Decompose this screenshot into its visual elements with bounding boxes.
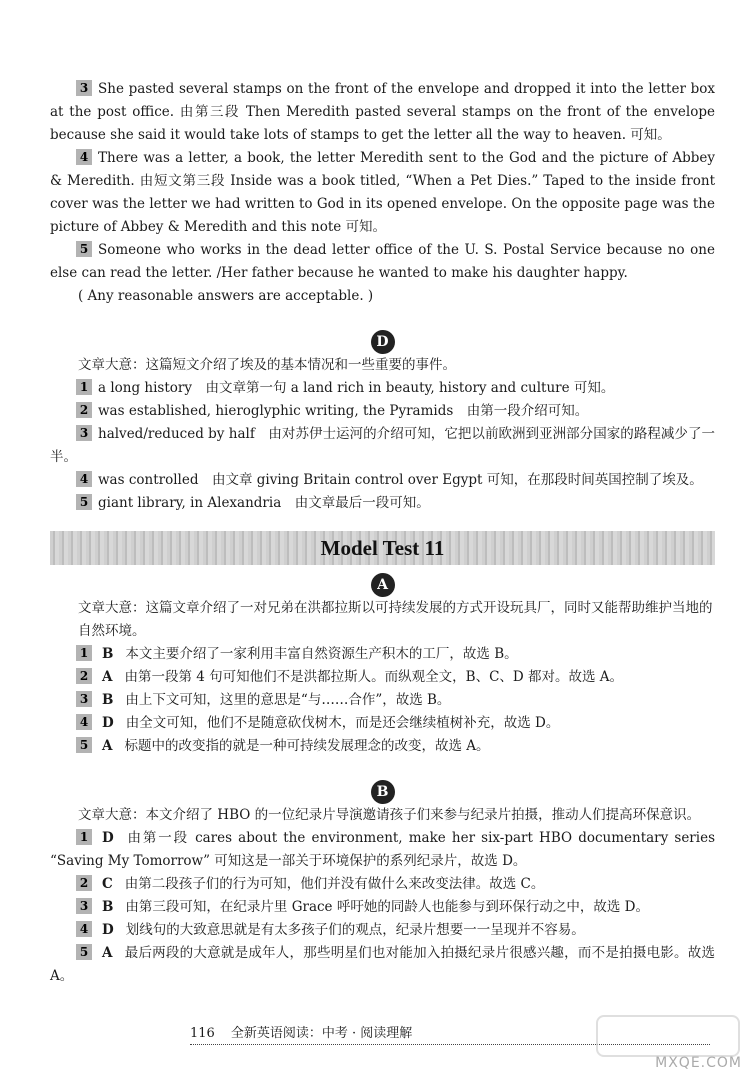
- item-answer: A: [102, 669, 113, 685]
- section-a-summary: 文章大意：这篇文章介绍了一对兄弟在洪都拉斯以可持续发展的方式开设玩具厂，同时又能帮助维护当地的自然环境。: [78, 600, 713, 639]
- item-text: 划线句的大致意思就是有太多孩子们的观点，纪录片想要一一呈现并不容易。: [125, 922, 585, 938]
- section-d-item: [50, 492, 715, 515]
- item-text: was controlled 由文章 giving Britain control over Egypt 可知，在那段时间英国控制了埃及。: [98, 472, 703, 488]
- q5-paragraph: [50, 239, 715, 285]
- item-number: 3: [76, 425, 92, 441]
- q5-number: 5: [76, 241, 92, 257]
- item-answer: B: [102, 692, 114, 708]
- item-answer: D: [102, 715, 114, 731]
- item-text: a long history 由文章第一句 a land rich in beauty, history and culture 可知。: [98, 380, 615, 396]
- item-text: 由第二段孩子们的行为可知，他们并没有做什么来改变法律。故选 C。: [124, 876, 545, 892]
- item-number: 2: [76, 402, 92, 418]
- section-a-item: [50, 712, 715, 735]
- section-a-heading: [50, 573, 715, 597]
- item-number: 5: [76, 737, 92, 753]
- item-number: 5: [76, 494, 92, 510]
- item-text: 由第三段可知，在纪录片里 Grace 呼吁她的同龄人也能参与到环保行动之中，故选 D。: [125, 899, 649, 915]
- item-answer: A: [102, 945, 113, 961]
- q3-number: 3: [76, 80, 92, 96]
- item-text: 由第一段第 4 句可知他们不是洪都拉斯人。而纵观全文，B、C、D 都对。故选 A。: [124, 669, 624, 685]
- section-a-label: A: [371, 573, 395, 597]
- item-text: 由第一段 cares about the environment, make her six-part HBO documentary series “Saving My Tomorrow” 可知这是一部关于环境保护的系列纪录片，故选 D。: [50, 830, 715, 869]
- section-a-item: [50, 643, 715, 666]
- section-d-item: [50, 469, 715, 492]
- section-b-summary: 文章大意：本文介绍了 HBO 的一位纪录片导演邀请孩子们来参与纪录片拍摄，推动人们提高环保意识。: [78, 807, 701, 823]
- item-number: 2: [76, 668, 92, 684]
- section-b-item: [50, 873, 715, 896]
- item-text: 标题中的改变指的就是一种可持续发展理念的改变，故选 A。: [124, 738, 490, 754]
- section-b-heading: [50, 780, 715, 804]
- q4-paragraph: [50, 147, 715, 239]
- model-test-banner: Model Test 11: [50, 531, 715, 565]
- section-d-heading: [50, 330, 715, 354]
- item-answer: A: [102, 738, 113, 754]
- section-a-item: [50, 666, 715, 689]
- item-answer: D: [102, 922, 114, 938]
- section-b-item: [50, 827, 715, 873]
- item-text: 最后两段的大意就是成年人，那些明星们也对能加入拍摄纪录片很感兴趣，而不是拍摄电影。故选 A。: [50, 945, 715, 984]
- item-text: was established, hieroglyphic writing, the Pyramids 由第一段介绍可知。: [98, 403, 589, 419]
- section-d-label: D: [371, 330, 395, 354]
- page-content: [50, 78, 715, 988]
- watermark-logo-icon: [596, 1015, 740, 1057]
- item-answer: B: [102, 646, 114, 662]
- q5-text: Someone who works in the dead letter office of the U. S. Postal Service because no one else can read the letter. /Her father because he wanted to make his daughter happy.: [50, 242, 715, 281]
- item-text: 由全文可知，他们不是随意砍伐树木，而是还会继续植树补充，故选 D。: [125, 715, 560, 731]
- q4-text: There was a letter, a book, the letter Meredith sent to the God and the picture of Abbey & Meredith. 由短文第三段 Inside was a book titled, “When a Pet Dies.” Taped to the inside front cover was the letter we had written to God in its opened envelope. On the opposite page was the picture of Abbey & Meredith and this note 可知。: [50, 150, 715, 235]
- section-d-summary: 文章大意：这篇短文介绍了埃及的基本情况和一些重要的事件。: [78, 357, 456, 373]
- section-b-item: [50, 896, 715, 919]
- item-number: 4: [76, 714, 92, 730]
- item-number: 1: [76, 379, 92, 395]
- section-b-item: [50, 919, 715, 942]
- item-number: 5: [76, 944, 92, 960]
- section-b-label: B: [371, 780, 395, 804]
- item-number: 1: [76, 829, 92, 845]
- book-title: 全新英语阅读：中考 · 阅读理解: [230, 1026, 413, 1041]
- item-text: giant library, in Alexandria 由文章最后一段可知。: [98, 495, 430, 511]
- section-d-item: [50, 400, 715, 423]
- section-a-item: [50, 735, 715, 758]
- answers-note: ( Any reasonable answers are acceptable. ): [78, 288, 374, 304]
- item-number: 3: [76, 898, 92, 914]
- watermark-text: MXQE.COM: [655, 1055, 742, 1071]
- item-number: 4: [76, 921, 92, 937]
- q3-paragraph: [50, 78, 715, 147]
- item-text: 由上下文可知，这里的意思是“与……合作”，故选 B。: [125, 692, 451, 708]
- item-number: 2: [76, 875, 92, 891]
- item-answer: D: [102, 830, 114, 846]
- item-text: halved/reduced by half 由对苏伊士运河的介绍可知，它把以前欧洲到亚洲部分国家的路程减少了一半。: [50, 426, 715, 465]
- section-b-item: [50, 942, 715, 988]
- item-number: 1: [76, 645, 92, 661]
- q3-text: She pasted several stamps on the front of the envelope and dropped it into the letter box at the post office. 由第三段 Then Meredith pasted several stamps on the front of the envelope because she said it would take lots of stamps to get the letter all the way to heaven. 可知。: [50, 81, 715, 143]
- section-d-item: [50, 377, 715, 400]
- q4-number: 4: [76, 149, 92, 165]
- item-number: 4: [76, 471, 92, 487]
- section-d-item: [50, 423, 715, 469]
- item-text: 本文主要介绍了一家利用丰富自然资源生产积木的工厂，故选 B。: [125, 646, 518, 662]
- item-answer: B: [102, 899, 114, 915]
- page-number: 116: [190, 1026, 215, 1041]
- section-a-item: [50, 689, 715, 712]
- item-answer: C: [102, 876, 113, 892]
- item-number: 3: [76, 691, 92, 707]
